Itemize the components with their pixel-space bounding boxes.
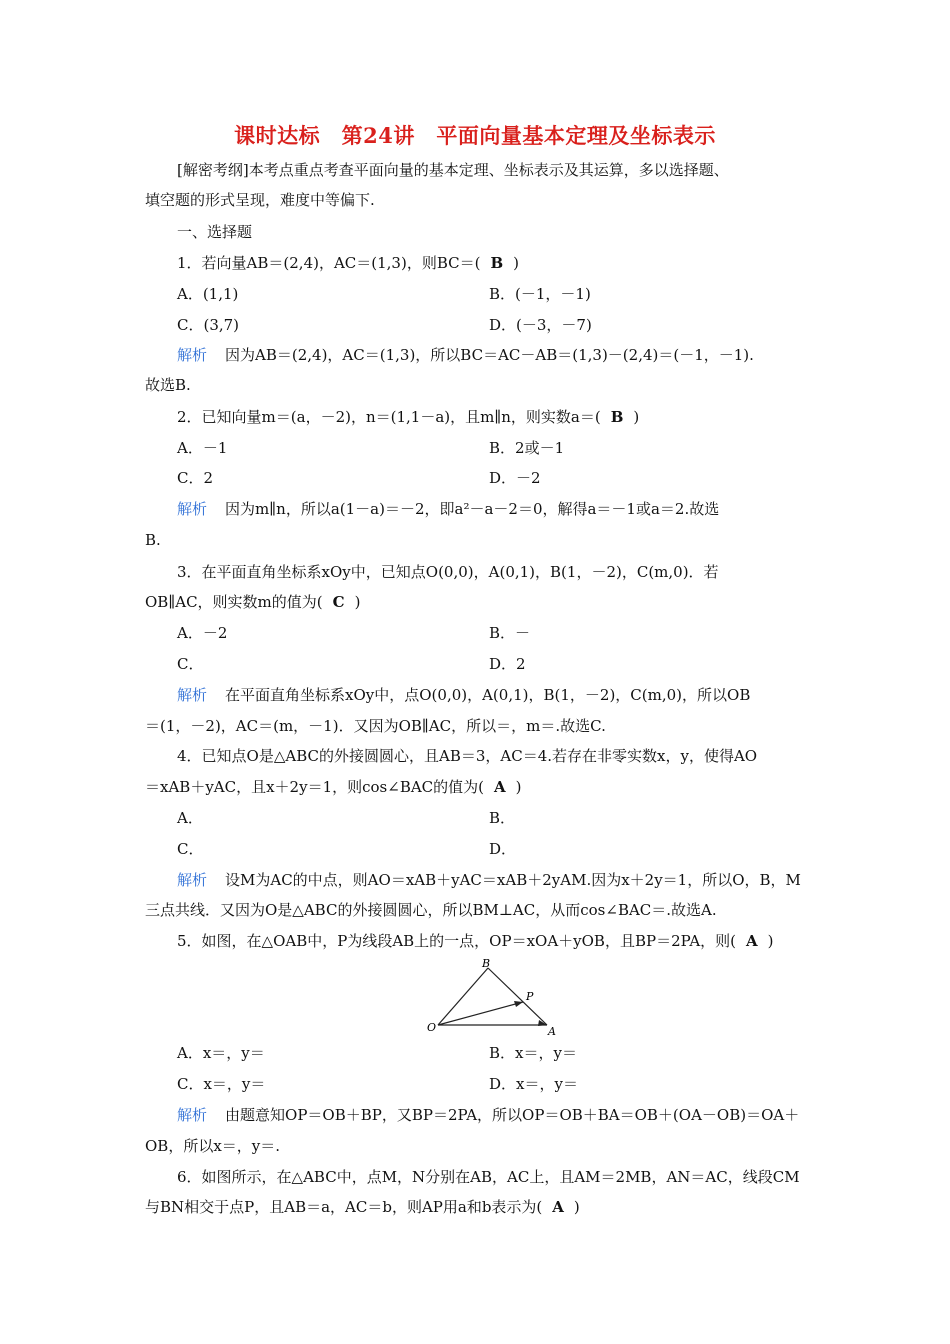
- question-4-stem-2: [145, 777, 522, 797]
- question-1-option-a: A．(1,1): [177, 285, 239, 303]
- solution-label: 解析: [177, 871, 208, 889]
- question-5-answer: A: [746, 932, 758, 950]
- label-a: A: [548, 1025, 556, 1038]
- question-5-option-c: C．x＝，y＝: [177, 1075, 266, 1093]
- intro-line-2: 填空题的形式呈现，难度中等偏下.: [145, 191, 375, 209]
- solution-label: 解析: [177, 500, 208, 518]
- question-1-solution: [177, 345, 754, 365]
- question-2-option-a: A．－1: [177, 439, 228, 457]
- question-1-answer: B: [490, 254, 504, 272]
- question-6-stem-1: 6．如图所示，在△ABC中，点M，N分别在AB，AC上，且AM＝2MB，AN＝AC，线段CM: [177, 1168, 800, 1186]
- question-1-option-b: B．(－1，－1): [489, 285, 591, 303]
- question-5-solution-cont: OB，所以x＝，y＝.: [145, 1137, 281, 1155]
- page-title: 课时达标 第24讲 平面向量基本定理及坐标表示: [234, 123, 716, 148]
- section-heading: 一、选择题: [177, 223, 253, 241]
- question-3-stem-2: [145, 592, 360, 612]
- question-3-option-b: B．－: [489, 624, 531, 642]
- question-1-close: ): [513, 254, 520, 272]
- question-4-option-d: D．: [489, 840, 517, 858]
- solution-text: 设M为AC的中点，则AO＝xAB＋yAC＝xAB＋2yAM.因为x＋2y＝1，所以O，B，M: [225, 871, 801, 889]
- segment-ba: [488, 968, 547, 1025]
- question-1-stem: [177, 253, 519, 273]
- question-4-option-b: B．: [489, 809, 516, 827]
- question-2-solution: [177, 499, 719, 519]
- triangle-oab-figure: [420, 956, 570, 1038]
- solution-text: 由题意知OP＝OB＋BP，又BP＝2PA，所以OP＝OB＋BA＝OB＋(OA－OB)＝OA＋: [225, 1106, 800, 1124]
- question-3-close: ): [354, 593, 361, 611]
- question-2-option-d: D．－2: [489, 469, 541, 487]
- question-1-option-d: D．(－3，－7): [489, 316, 592, 334]
- solution-label: 解析: [177, 686, 208, 704]
- question-1-solution-cont: 故选B.: [145, 376, 191, 394]
- question-6-answer: A: [552, 1198, 564, 1216]
- question-3-option-c: C．: [177, 655, 204, 673]
- question-5-option-b: B．x＝，y＝: [489, 1044, 577, 1062]
- question-5-solution: [177, 1105, 799, 1125]
- question-2-solution-cont: B.: [145, 531, 161, 549]
- question-6-stem-2: [145, 1197, 580, 1217]
- op-arrowhead: [514, 1001, 523, 1007]
- segment-op: [438, 1002, 523, 1025]
- question-4-text: ＝xAB＋yAC，且x＋2y＝1，则cos∠BAC的值为(: [145, 778, 485, 796]
- question-3-solution: [177, 685, 750, 705]
- question-2-text: 2．已知向量m＝(a，－2)，n＝(1,1－a)，且m∥n，则实数a＝(: [177, 408, 601, 426]
- question-3-option-a: A．－2: [177, 624, 228, 642]
- question-4-solution: [177, 870, 801, 890]
- solution-text: 在平面直角坐标系xOy中，点O(0,0)，A(0,1)，B(1，－2)，C(m,0)，所以OB: [225, 686, 751, 704]
- segment-ob: [438, 968, 488, 1025]
- question-6-text: 与BN相交于点P，且AB＝a，AC＝b，则AP用a和b表示为(: [145, 1198, 543, 1216]
- solution-label: 解析: [177, 1106, 208, 1124]
- intro-line-1: [解密考纲]本考点重点考查平面向量的基本定理、坐标表示及其运算，多以选择题、: [177, 161, 729, 179]
- question-5-stem: [177, 931, 774, 951]
- question-4-solution-cont: 三点共线．又因为O是△ABC的外接圆圆心，所以BM⊥AC，从而cos∠BAC＝.故选A.: [145, 901, 717, 919]
- question-5-close: ): [767, 932, 774, 950]
- question-4-stem-1: 4．已知点O是△ABC的外接圆圆心，且AB＝3，AC＝4.若存在非零实数x，y，使得AO: [177, 747, 758, 765]
- question-3-text: OB∥AC，则实数m的值为(: [145, 593, 323, 611]
- question-2-stem: [177, 407, 639, 427]
- question-4-close: ): [515, 778, 522, 796]
- question-5-text: 5．如图，在△OAB中，P为线段AB上的一点，OP＝xOA＋yOB，且BP＝2PA，则(: [177, 932, 737, 950]
- question-4-option-a: A．: [177, 809, 203, 827]
- question-2-answer: B: [610, 408, 624, 426]
- question-1-option-c: C．(3,7): [177, 316, 240, 334]
- solution-text: 因为AB＝(2,4)，AC＝(1,3)，所以BC＝AC－AB＝(1,3)－(2,4)＝(－1，－1).: [225, 346, 754, 364]
- question-1-text: 1．若向量AB＝(2,4)，AC＝(1,3)，则BC＝(: [177, 254, 481, 272]
- question-3-solution-cont: ＝(1，－2)，AC＝(m，－1)．又因为OB∥AC，所以＝，m＝.故选C.: [145, 717, 606, 735]
- question-4-answer: A: [494, 778, 506, 796]
- solution-text: 因为m∥n，所以a(1－a)＝－2，即a²－a－2＝0，解得a＝－1或a＝2.故选: [225, 500, 720, 518]
- label-o: O: [427, 1021, 437, 1034]
- question-5-option-d: D．x＝，y＝: [489, 1075, 578, 1093]
- solution-label: 解析: [177, 346, 208, 364]
- question-4-option-c: C．: [177, 840, 204, 858]
- question-2-option-b: B．2或－1: [489, 439, 565, 457]
- question-2-close: ): [633, 408, 640, 426]
- label-p: P: [526, 990, 534, 1003]
- question-3-stem-1: 3．在平面直角坐标系xOy中，已知点O(0,0)，A(0,1)，B(1，－2)，C(m,0)．若: [177, 563, 719, 581]
- question-2-option-c: C．2: [177, 469, 214, 487]
- question-3-answer: C: [332, 593, 345, 611]
- question-3-option-d: D．2: [489, 655, 526, 673]
- question-6-close: ): [573, 1198, 580, 1216]
- question-5-option-a: A．x＝，y＝: [177, 1044, 265, 1062]
- label-b: B: [482, 957, 491, 970]
